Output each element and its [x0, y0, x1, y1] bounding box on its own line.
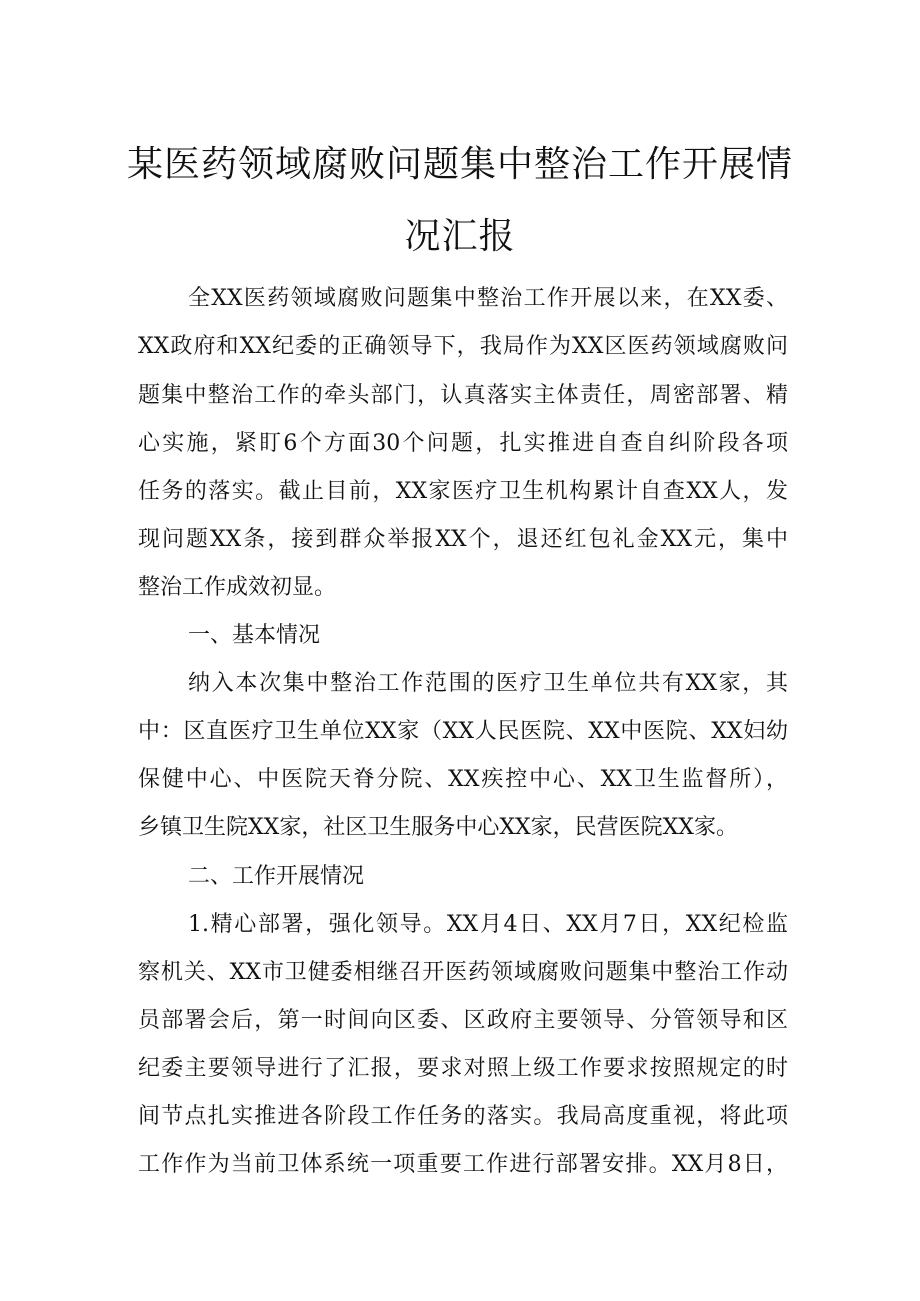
- document-title-line-1: 某医药领域腐败问题集中整治工作开展情: [126, 144, 793, 185]
- work-paragraph-line: 间节点扎实推进各阶段工作任务的落实。我局高度重视，将此项: [138, 1104, 788, 1129]
- section-heading-work: 二、工作开展情况: [188, 864, 365, 889]
- basic-paragraph-line: 中：区直医疗卫生单位XX家（XX人民医院、XX中医院、XX妇幼: [138, 719, 788, 744]
- work-paragraph-line: 员部署会后，第一时间向区委、区政府主要领导、分管领导和区: [138, 1008, 788, 1033]
- basic-paragraph-line: 乡镇卫生院XX家，社区卫生服务中心XX家，民营医院XX家。: [138, 815, 738, 840]
- basic-paragraph-line: 纳入本次集中整治工作范围的医疗卫生单位共有XX家，其: [188, 671, 788, 696]
- intro-line: 任务的落实。截止目前，XX家医疗卫生机构累计自查XX人，发: [138, 479, 788, 504]
- work-paragraph-line: 纪委主要领导进行了汇报，要求对照上级工作要求按照规定的时: [138, 1056, 788, 1081]
- section-heading-basic: 一、基本情况: [188, 623, 321, 648]
- intro-line: XX政府和XX纪委的正确领导下，我局作为XX区医药领域腐败问: [138, 334, 788, 359]
- intro-line: 题集中整治工作的牵头部门，认真落实主体责任，周密部署、精: [138, 383, 788, 408]
- intro-line: 全XX医药领域腐败问题集中整治工作开展以来，在XX委、: [188, 286, 788, 311]
- work-paragraph-line: 察机关、XX市卫健委相继召开医药领域腐败问题集中整治工作动: [138, 960, 788, 985]
- intro-line: 整治工作成效初显。: [138, 575, 337, 600]
- work-paragraph-line: 1.精心部署，强化领导。XX月4日、XX月7日，XX纪检监: [188, 912, 788, 937]
- work-paragraph-line: 工作作为当前卫体系统一项重要工作进行部署安排。XX月8日，: [138, 1152, 788, 1177]
- document-title-line-2: 况汇报: [404, 216, 516, 257]
- intro-line: 现问题XX条，接到群众举报XX个，退还红包礼金XX元，集中: [138, 527, 788, 552]
- basic-paragraph-line: 保健中心、中医院天脊分院、XX疾控中心、XX卫生监督所），: [138, 767, 788, 792]
- intro-line: 心实施，紧盯6个方面30个问题，扎实推进自查自纠阶段各项: [138, 431, 788, 456]
